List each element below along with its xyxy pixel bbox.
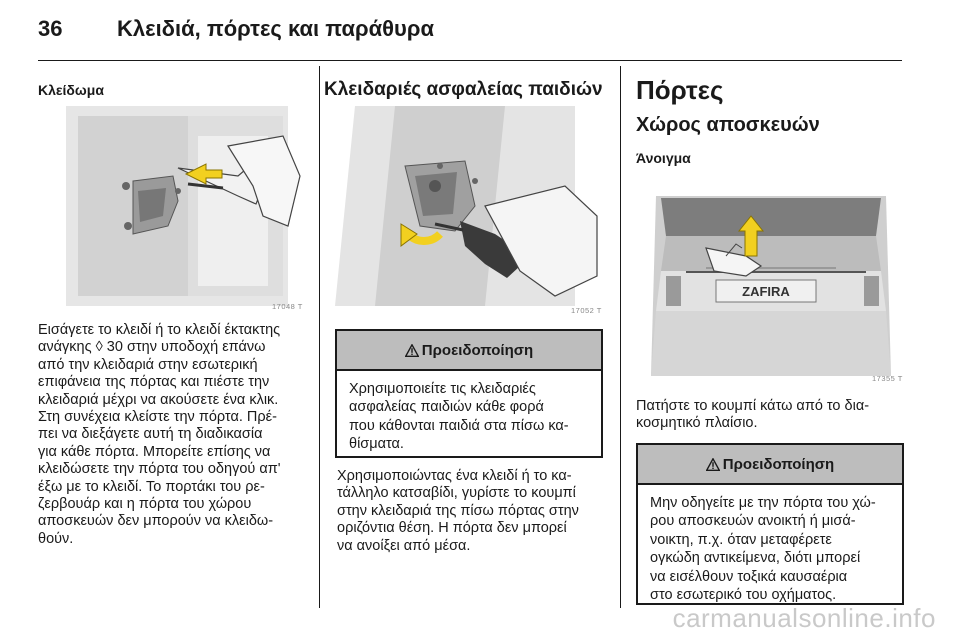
column-divider-1 (319, 66, 320, 608)
tailgate-drawing (636, 176, 904, 384)
warning-header (638, 445, 902, 485)
section-heading-locking: Κλείδωμα (38, 82, 104, 98)
section-heading-opening: Άνοιγμα (636, 150, 691, 166)
figure-code-1: 17048 T (272, 302, 303, 311)
figure-code-3: 17355 T (872, 374, 903, 383)
warning-box-child-locks (335, 329, 603, 458)
child-lock-drawing (335, 106, 603, 314)
figure-code-2: 17052 T (571, 306, 602, 315)
child-lock-illustration (335, 106, 603, 314)
warning-text: Μην οδηγείτε με την πόρτα του χώ- ρου αποσκευών ανοικτή ή μισά- νοικτη, π.χ. όταν μεταφέρετε ογκώδη αντικείμενα, διότι μπορεί να εισέλθουν τοξικά καυσαέρια στο εσωτερικό του οχήματος. (650, 495, 876, 604)
page-title: Κλειδιά, πόρτες και παράθυρα (117, 16, 434, 41)
child-lock-instructions: Χρησιμοποιώντας ένα κλειδί ή το κα- τάλληλο κατσαβίδι, γυρίστε το κουμπί στην κλειδαριά της πίσω πόρτας στην οριζόντια θέση. Η πόρτα δεν μπορεί να ανοίξει από μέσα. (337, 468, 579, 554)
watermark: carmanualsonline.info (672, 603, 936, 633)
column-divider-2 (620, 66, 621, 608)
locking-instructions: Εισάγετε το κλειδί ή το κλειδί έκτακτης ανάγκης ◊ 30 στην υποδοχή επάνω από την κλειδαριά στην εσωτερική επιφάνεια της πόρτας και πιέστε την κλειδαριά μέχρι να ακούσετε ένα κλικ. Στη συνέχεια κλείστε την πόρτα. Πρέ- πει να διεξάγετε αυτή τη διαδικασία για κάθε πόρτα. Μπορείτε επίσης να κλειδώσετε την πόρτα του οδηγού απ' έξω με το κλειδί. Το πορτάκι του ρε- ζερβουάρ και η πόρτα του χώρου αποσκευών δεν μπορούν να κλειδω- θούν. (38, 322, 281, 547)
section-heading-doors: Πόρτες (636, 75, 724, 105)
warning-title: Προειδοποίηση (722, 455, 835, 473)
section-heading-luggage: Χώρος αποσκευών (636, 114, 820, 136)
tailgate-illustration (636, 176, 904, 384)
tailgate-instructions: Πατήστε το κουμπί κάτω από το δια- κοσμητικό πλαίσιο. (636, 398, 870, 432)
warning-box-tailgate (636, 443, 904, 605)
warning-text: Χρησιμοποιείτε τις κλειδαριές ασφαλείας παιδιών κάθε φορά που κάθονται παιδιά στα πίσω κα- θίσματα. (349, 381, 569, 453)
header-rule (38, 60, 902, 61)
warning-title: Προειδοποίηση (421, 341, 534, 359)
section-heading-child-locks: Κλειδαριές ασφαλείας παιδιών (324, 79, 603, 100)
warning-header (337, 331, 601, 371)
page-number: 36 (38, 16, 63, 41)
door-lock-drawing (38, 106, 306, 312)
tailgate-badge: ZAFIRA (742, 284, 790, 299)
warning-triangle-icon (405, 344, 419, 357)
door-lock-illustration (38, 106, 306, 312)
warning-triangle-icon (706, 458, 720, 471)
